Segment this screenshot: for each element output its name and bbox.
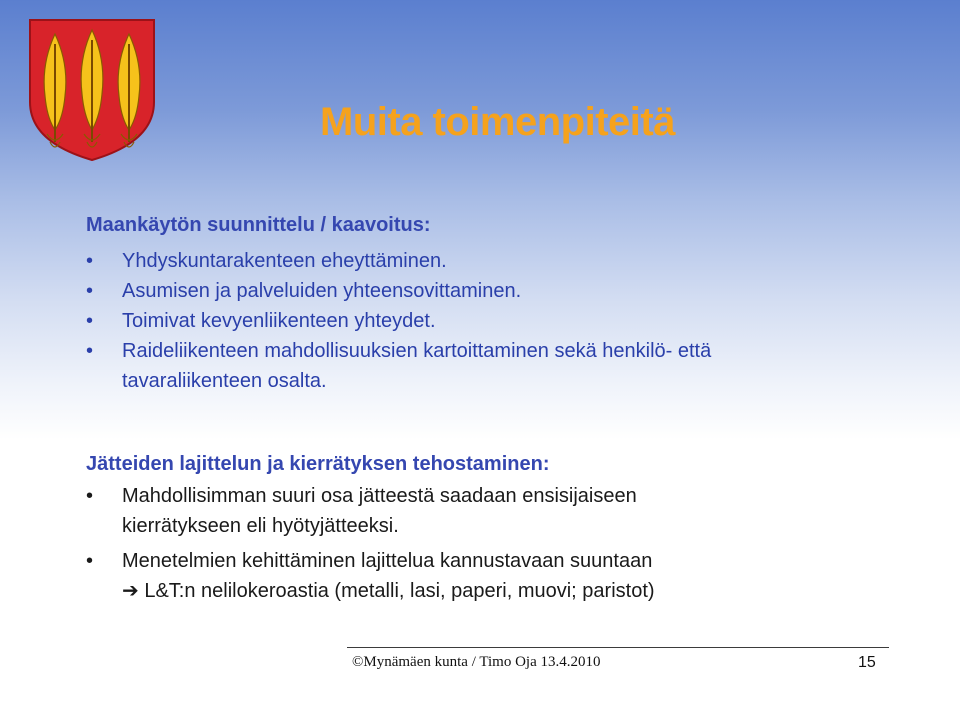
bullet-icon: • [86,550,94,572]
footer-copyright: ©Mynämäen kunta / Timo Oja 13.4.2010 [352,654,601,670]
arrow-line-text: L&T:n nelilokeroastia (metalli, lasi, paperi, muovi; paristot) [144,580,655,602]
list-item: • Raideliikenteen mahdollisuuksien kartoittaminen sekä henkilö- että tavaraliikenteen osalta. [86,336,802,396]
list-item: • Mahdollisimman suuri osa jätteestä saadaan ensisijaiseen kierrätykseen eli hyötyjätteeksi. [86,481,742,541]
waste-sorting-list [86,481,806,611]
list-item: • Asumisen ja palveluiden yhteensovittaminen. [86,276,802,306]
bullet-icon: • [86,340,94,362]
list-item: • Menetelmien kehittäminen lajittelua kannustavaan suuntaan ➔ L&T:n nelilokeroastia (metalli, lasi, paperi, muovi; paristot) [86,546,806,606]
section-heading-waste-sorting: Jätteiden lajittelun ja kierrätyksen tehostaminen: [86,453,550,475]
bullet-icon: • [86,250,94,272]
footer-divider [347,647,889,648]
coat-of-arms-logo [22,14,162,164]
slide-title: Muita toimenpiteitä [320,100,675,144]
land-use-list [86,246,802,396]
section-heading-land-use: Maankäytön suunnittelu / kaavoitus: [86,214,431,236]
bullet-icon: • [86,310,94,332]
list-item: • Yhdyskuntarakenteen eheyttäminen. [86,246,802,276]
bullet-icon: • [86,485,94,507]
page-number: 15 [858,654,876,671]
arrow-icon: ➔ [122,580,139,602]
list-item: • Toimivat kevyenliikenteen yhteydet. [86,306,802,336]
bullet-icon: • [86,280,94,302]
